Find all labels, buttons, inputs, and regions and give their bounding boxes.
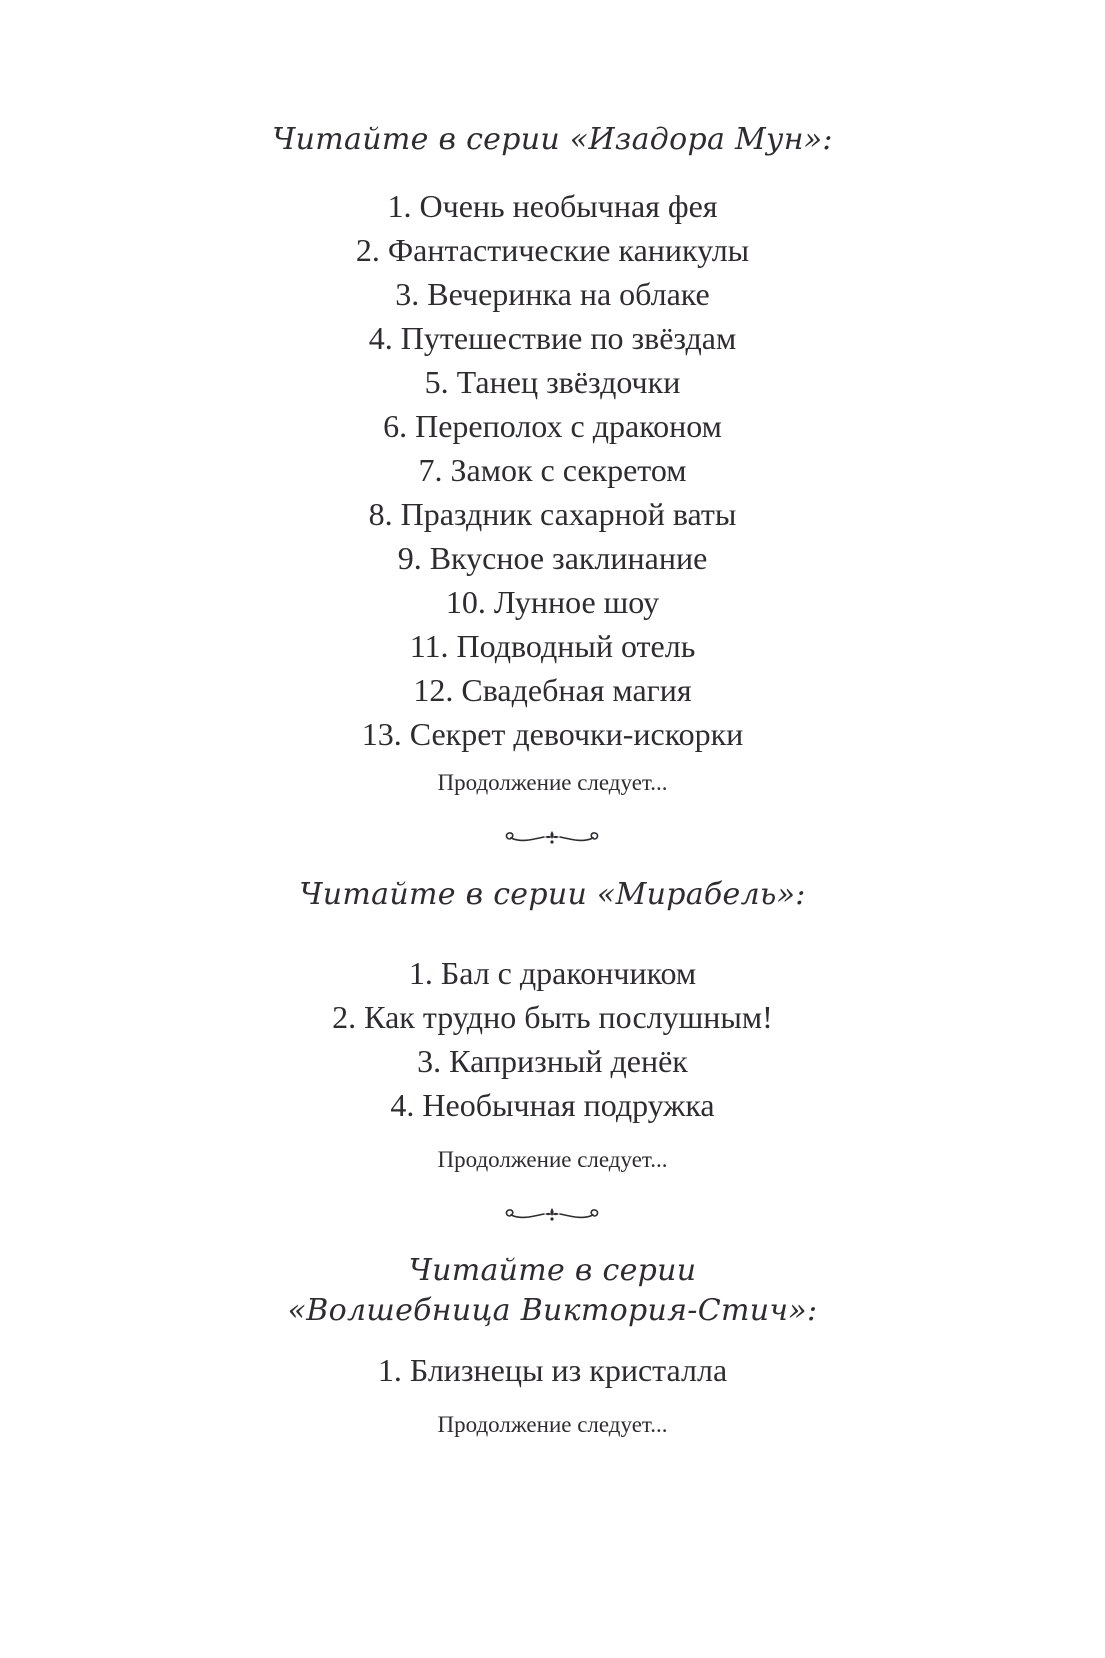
book-title: 12. Свадебная магия bbox=[413, 672, 692, 708]
book-title: 1. Бал с дракончиком bbox=[408, 955, 697, 991]
book-title: 2. Фантастические каникулы bbox=[355, 232, 750, 268]
book-title: 11. Подводный отель bbox=[409, 628, 696, 664]
series-heading-mirabelle: Читайте в серии «Мирабель»: bbox=[299, 877, 806, 912]
book-title: 10. Лунное шоу bbox=[445, 584, 660, 620]
continued-text: Продолжение следует... bbox=[437, 1412, 668, 1437]
series-heading-isadora-moon: Читайте в серии «Изадора Мун»: bbox=[272, 122, 833, 157]
book-title: 4. Необычная подружка bbox=[390, 1087, 715, 1123]
book-title: 6. Переполох с драконом bbox=[383, 408, 722, 444]
flourish-divider-icon bbox=[502, 1204, 602, 1224]
continued-text: Продолжение следует... bbox=[437, 1147, 668, 1172]
series-heading-line1: Читайте в серии bbox=[408, 1253, 697, 1288]
book-title: 3. Вечеринка на облаке bbox=[395, 276, 710, 312]
book-title: 9. Вкусное заклинание bbox=[397, 540, 708, 576]
book-title: 8. Праздник сахарной ваты bbox=[368, 496, 737, 532]
flourish-divider-icon bbox=[502, 827, 602, 847]
book-title: 13. Секрет девочки-искорки bbox=[361, 716, 744, 752]
book-title: 7. Замок с секретом bbox=[418, 452, 687, 488]
book-title: 5. Танец звёздочки bbox=[424, 364, 681, 400]
book-title: 2. Как трудно быть послушным! bbox=[332, 999, 773, 1035]
book-title: 4. Путешествие по звёздам bbox=[368, 320, 737, 356]
continued-text: Продолжение следует... bbox=[437, 770, 668, 795]
book-title: 1. Близнецы из кристалла bbox=[377, 1352, 728, 1388]
book-title: 3. Капризный денёк bbox=[417, 1043, 688, 1079]
series-heading-line2: «Волшебница Виктория-Стич»: bbox=[287, 1293, 818, 1328]
book-title: 1. Очень необычная фея bbox=[387, 188, 718, 224]
